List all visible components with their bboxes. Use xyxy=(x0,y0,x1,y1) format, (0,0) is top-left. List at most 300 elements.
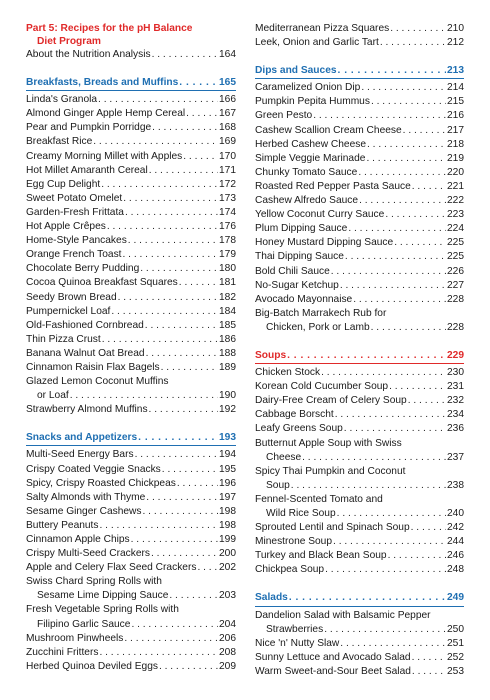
toc-entry[interactable] xyxy=(26,448,236,462)
entry-page: 167 xyxy=(219,108,236,120)
entry-page: 209 xyxy=(219,660,236,672)
entry-title: Apple and Celery Flax Seed Crackers xyxy=(26,562,197,574)
entry-title: Thin Pizza Crust xyxy=(26,333,101,345)
entry-title: Spicy, Crispy Roasted Chickpeas xyxy=(26,477,176,489)
entry-title: Simple Veggie Marinade xyxy=(255,152,366,164)
entry-page: 222 xyxy=(447,195,464,207)
section-heading[interactable] xyxy=(255,64,464,78)
leader-dots xyxy=(146,491,218,505)
leader-dots xyxy=(186,107,218,121)
toc-entry[interactable] xyxy=(26,491,236,505)
entry-title-line1: Spicy Thai Pumpkin and Coconut xyxy=(255,465,406,477)
entry-page: 253 xyxy=(447,665,464,677)
toc-entry[interactable] xyxy=(255,549,464,563)
toc-entry[interactable] xyxy=(255,535,464,549)
leader-dots xyxy=(107,220,218,234)
entry-page: 220 xyxy=(447,166,464,178)
entry-title: or Loaf xyxy=(37,390,69,402)
toc-entry[interactable] xyxy=(26,262,236,276)
entry-title-line1: Butternut Apple Soup with Swiss xyxy=(255,437,402,449)
toc-entry-multiline[interactable] xyxy=(255,307,464,335)
toc-entry[interactable] xyxy=(255,665,464,679)
entry-page: 216 xyxy=(447,110,464,122)
entry-title: Sesame Ginger Cashews xyxy=(26,505,142,517)
entry-title: Mediterranean Pizza Squares xyxy=(255,23,390,34)
leader-dots xyxy=(302,451,446,465)
entry-page: 221 xyxy=(447,180,464,192)
entry-page: 165 xyxy=(219,77,236,89)
part-heading-line1: Part 5: Recipes for the pH Balance xyxy=(26,23,193,34)
leader-dots xyxy=(321,366,446,380)
leader-dots xyxy=(291,479,446,493)
toc-entry-multiline[interactable] xyxy=(255,437,464,465)
entry-page: 218 xyxy=(447,138,464,150)
section-heading[interactable] xyxy=(255,591,464,605)
entry-title-line1: Fennel-Scented Tomato and xyxy=(255,493,383,505)
entry-title-line1: Glazed Lemon Coconut Muffins xyxy=(26,376,169,388)
section-heading[interactable] xyxy=(26,76,236,90)
leader-dots xyxy=(331,265,446,279)
toc-entry[interactable] xyxy=(255,152,464,166)
toc-entry-multiline[interactable] xyxy=(26,375,236,403)
leader-dots xyxy=(111,305,218,319)
entry-title: Hot Apple Crêpes xyxy=(26,221,106,233)
toc-entry[interactable] xyxy=(26,164,236,178)
entry-title: Bold Chili Sauce xyxy=(255,265,330,277)
leader-dots xyxy=(145,319,218,333)
entry-title: Leafy Greens Soup xyxy=(255,423,343,435)
entry-title: Plum Dipping Sauce xyxy=(255,223,348,235)
entry-title: Cabbage Borscht xyxy=(255,409,334,421)
entry-title: Green Pesto xyxy=(255,110,313,122)
leader-dots xyxy=(389,380,446,394)
entry-title: Pumpernickel Loaf xyxy=(26,305,111,317)
leader-dots xyxy=(361,81,446,95)
leader-dots xyxy=(345,250,446,264)
entry-title-continuation[interactable] xyxy=(26,589,236,603)
leader-dots xyxy=(348,222,446,236)
entry-page: 225 xyxy=(447,237,464,249)
toc-entry[interactable] xyxy=(255,394,464,408)
entry-page: 169 xyxy=(219,136,236,148)
leader-dots xyxy=(93,135,218,149)
entry-title: Salty Almonds with Thyme xyxy=(26,491,146,503)
entry-title-line1: Swiss Chard Spring Rolls with xyxy=(26,576,162,588)
leader-dots xyxy=(98,93,218,107)
leader-dots xyxy=(151,547,218,561)
entry-title: Yellow Coconut Curry Sauce xyxy=(255,209,385,221)
entry-page: 192 xyxy=(219,404,236,416)
entry-title: Cashew Alfredo Sauce xyxy=(255,195,359,207)
leader-dots xyxy=(289,591,446,605)
entry-page: 251 xyxy=(447,637,464,649)
toc-entry[interactable] xyxy=(26,93,236,107)
entry-page: 240 xyxy=(447,508,464,519)
section-heading-rule xyxy=(255,591,464,606)
part-heading-line2: Diet Program xyxy=(37,36,101,47)
entry-title: Thai Dipping Sauce xyxy=(255,251,344,263)
leader-dots xyxy=(335,408,446,422)
section-block xyxy=(255,349,464,578)
section-heading[interactable] xyxy=(255,349,464,363)
entry-page: 164 xyxy=(219,49,236,60)
entry-page: 181 xyxy=(219,277,236,289)
part-heading xyxy=(26,22,236,48)
entry-page: 170 xyxy=(219,150,236,162)
entry-title: Strawberry Almond Muffins xyxy=(26,404,148,416)
toc-entry[interactable] xyxy=(26,305,236,319)
leader-dots xyxy=(161,361,218,375)
left-sections xyxy=(26,76,236,674)
toc-entry[interactable] xyxy=(255,208,464,222)
entry-title: Egg Cup Delight xyxy=(26,178,101,190)
toc-entry[interactable] xyxy=(255,81,464,95)
leader-dots xyxy=(390,22,446,36)
entry-page: 212 xyxy=(447,37,464,49)
entry-page: 166 xyxy=(219,94,236,106)
entry-title: Salads xyxy=(255,592,288,604)
toc-entry[interactable] xyxy=(255,366,464,380)
entry-title: About the Nutrition Analysis xyxy=(26,49,151,60)
toc-entry[interactable] xyxy=(26,135,236,149)
toc-entry[interactable] xyxy=(255,408,464,422)
leader-dots xyxy=(101,178,218,192)
toc-entry[interactable] xyxy=(26,347,236,361)
section-heading-rule xyxy=(26,76,236,91)
entry-page: 248 xyxy=(447,564,464,576)
entry-title: Leek, Onion and Garlic Tart xyxy=(255,37,379,49)
toc-entry[interactable] xyxy=(26,660,236,674)
entry-page: 179 xyxy=(219,249,236,261)
entry-title-continuation[interactable] xyxy=(255,321,464,335)
entry-title: Snacks and Appetizers xyxy=(26,432,138,444)
entry-title: Warm Sweet-and-Sour Beet Salad xyxy=(255,665,411,677)
toc-entry[interactable] xyxy=(26,533,236,547)
leader-dots xyxy=(353,293,446,307)
entry-page: 237 xyxy=(447,451,464,463)
leader-dots xyxy=(358,166,446,180)
leader-dots xyxy=(380,36,446,50)
toc-entry-multiline[interactable] xyxy=(26,575,236,603)
leader-dots xyxy=(197,561,218,575)
entry-page: 246 xyxy=(447,550,464,562)
entry-title: Old-Fashioned Cornbread xyxy=(26,319,144,331)
leader-dots xyxy=(183,150,218,164)
entry-title: Crispy Multi-Seed Crackers xyxy=(26,548,150,560)
entry-title-line1: Dandelion Salad with Balsamic Pepper xyxy=(255,609,431,621)
entry-title: Breakfast Rice xyxy=(26,136,93,148)
toc-entry[interactable] xyxy=(255,651,464,665)
toc-entry[interactable] xyxy=(255,422,464,436)
entry-title: Seedy Brown Bread xyxy=(26,291,117,303)
entry-page: 189 xyxy=(219,361,236,373)
toc-entry[interactable] xyxy=(255,563,464,577)
toc-entry-multiline[interactable] xyxy=(26,603,236,631)
entry-page: 252 xyxy=(447,651,464,663)
leader-dots xyxy=(169,589,218,603)
entry-title: No-Sugar Ketchup xyxy=(255,279,339,291)
leader-dots xyxy=(403,124,446,138)
entry-page: 173 xyxy=(219,192,236,204)
entry-title: Herbed Quinoa Deviled Eggs xyxy=(26,660,158,672)
leader-dots xyxy=(177,477,218,491)
entry-title: Breakfasts, Breads and Muffins xyxy=(26,77,179,89)
entry-title: Korean Cold Cucumber Soup xyxy=(255,381,389,393)
toc-entry[interactable] xyxy=(255,36,464,50)
entry-page: 172 xyxy=(219,178,236,190)
entry-page: 249 xyxy=(447,592,464,604)
toc-entry[interactable] xyxy=(26,234,236,248)
toc-entry-multiline[interactable] xyxy=(255,465,464,493)
entry-title: Cinnamon Apple Chips xyxy=(26,534,130,545)
entry-title: Zucchini Fritters xyxy=(26,646,99,658)
toc-entry[interactable] xyxy=(255,138,464,152)
toc-entry[interactable] xyxy=(26,519,236,533)
entry-title-continuation[interactable] xyxy=(255,507,464,521)
entry-title: Chocolate Berry Pudding xyxy=(26,263,140,275)
toc-entry[interactable] xyxy=(26,463,236,477)
toc-entry[interactable] xyxy=(26,361,236,375)
entry-title: Pear and Pumpkin Porridge xyxy=(26,122,152,134)
entry-page: 238 xyxy=(447,479,464,491)
entry-title-line1: Big-Batch Marrakech Rub for xyxy=(255,307,387,319)
toc-entry[interactable] xyxy=(255,222,464,236)
leader-dots xyxy=(149,403,218,417)
entry-title: Buttery Peanuts xyxy=(26,519,99,531)
toc-entry[interactable] xyxy=(26,561,236,575)
leader-dots xyxy=(367,138,446,152)
entry-page: 227 xyxy=(447,279,464,291)
leader-dots xyxy=(100,519,219,533)
entry-title: Sprouted Lentil and Spinach Soup xyxy=(255,522,410,534)
leader-dots xyxy=(411,521,446,535)
toc-entry-multiline[interactable] xyxy=(255,493,464,521)
toc-entry[interactable] xyxy=(26,206,236,220)
entry-title-continuation[interactable] xyxy=(26,618,236,632)
section-heading-rule xyxy=(255,64,464,79)
entry-page: 184 xyxy=(219,305,236,317)
entry-title: Crispy Coated Veggie Snacks xyxy=(26,463,161,475)
toc-entry[interactable] xyxy=(26,477,236,491)
entry-page: 182 xyxy=(219,291,236,303)
toc-entry[interactable] xyxy=(255,22,464,36)
leader-dots xyxy=(394,236,446,250)
leader-dots xyxy=(412,180,446,194)
section-heading-rule xyxy=(26,431,236,446)
leader-dots xyxy=(366,152,446,166)
leader-dots xyxy=(102,333,218,347)
entry-page: 232 xyxy=(447,395,464,407)
entry-title: Avocado Mayonnaise xyxy=(255,293,353,305)
entry-title: Soup xyxy=(266,479,290,491)
toc-entry[interactable] xyxy=(255,180,464,194)
section-block xyxy=(26,431,236,674)
entry-title: Herbed Cashew Cheese xyxy=(255,138,366,150)
leader-dots xyxy=(179,276,218,290)
toc-entry[interactable] xyxy=(26,248,236,262)
toc-entry[interactable] xyxy=(255,95,464,109)
entry-title: Chicken Stock xyxy=(255,367,321,379)
toc-entry-intro[interactable] xyxy=(26,48,236,62)
leader-dots xyxy=(179,76,218,90)
entry-page: 178 xyxy=(219,235,236,247)
entry-page: 234 xyxy=(447,409,464,421)
entry-title-continuation[interactable] xyxy=(255,479,464,493)
leader-dots xyxy=(371,95,446,109)
entry-page: 208 xyxy=(219,646,236,658)
toc-entry[interactable] xyxy=(26,333,236,347)
entry-title: Sesame Lime Dipping Sauce xyxy=(37,590,169,602)
toc-entry[interactable] xyxy=(255,250,464,264)
entry-page: 193 xyxy=(219,432,236,444)
toc-entry[interactable] xyxy=(26,220,236,234)
entry-page: 194 xyxy=(219,449,236,461)
leader-dots xyxy=(359,194,446,208)
entry-page: 231 xyxy=(447,381,464,393)
leader-dots xyxy=(138,431,218,445)
toc-entry[interactable] xyxy=(255,265,464,279)
toc-entry[interactable] xyxy=(26,178,236,192)
section-heading-rule xyxy=(255,349,464,364)
entry-page: 214 xyxy=(447,82,464,94)
entry-page: 176 xyxy=(219,221,236,233)
leader-dots xyxy=(344,422,446,436)
entry-page: 217 xyxy=(447,124,464,136)
toc-entry[interactable] xyxy=(26,150,236,164)
entry-title-continuation[interactable] xyxy=(26,389,236,403)
entry-page: 225 xyxy=(447,251,464,263)
entry-title: Sunny Lettuce and Avocado Salad xyxy=(255,651,411,663)
entry-page: 195 xyxy=(219,463,236,475)
entry-title-line1: Fresh Vegetable Spring Rolls with xyxy=(26,604,179,616)
entry-title: Linda's Granola xyxy=(26,94,98,106)
entry-page: 196 xyxy=(219,477,236,489)
leader-dots xyxy=(388,549,446,563)
entry-title: Cashew Scallion Cream Cheese xyxy=(255,124,402,136)
entry-page: 226 xyxy=(447,265,464,277)
toc-entry[interactable] xyxy=(26,107,236,121)
leader-dots xyxy=(337,507,446,521)
toc-entry[interactable] xyxy=(26,646,236,660)
leader-dots xyxy=(135,448,218,462)
leader-dots xyxy=(340,279,446,293)
leader-dots xyxy=(143,505,218,519)
toc-entry[interactable] xyxy=(26,192,236,206)
entry-page: 215 xyxy=(447,96,464,108)
entry-page: 168 xyxy=(219,122,236,134)
entry-page: 185 xyxy=(219,319,236,331)
entry-page: 198 xyxy=(219,505,236,517)
entry-page: 228 xyxy=(447,321,464,333)
entry-page: 244 xyxy=(447,536,464,548)
toc-entry[interactable] xyxy=(26,632,236,646)
toc-entry[interactable] xyxy=(255,279,464,293)
toc-entry[interactable] xyxy=(255,236,464,250)
entry-page: 228 xyxy=(447,293,464,305)
entry-page: 197 xyxy=(219,491,236,503)
left-column xyxy=(26,22,236,674)
entry-page: 202 xyxy=(219,562,236,574)
leader-dots xyxy=(159,660,218,674)
toc-entry[interactable] xyxy=(255,521,464,535)
entry-title: Mushroom Pinwheels xyxy=(26,632,124,644)
leader-dots xyxy=(152,121,218,135)
leader-dots xyxy=(128,234,218,248)
toc-entry[interactable] xyxy=(255,124,464,138)
entry-title: Chunky Tomato Sauce xyxy=(255,166,358,178)
toc-entry[interactable] xyxy=(255,166,464,180)
toc-entry[interactable] xyxy=(255,380,464,394)
entry-page: 223 xyxy=(447,209,464,221)
entry-page: 186 xyxy=(219,333,236,345)
entry-title: Nice 'n' Nutty Slaw xyxy=(255,637,340,649)
toc-entry[interactable] xyxy=(26,276,236,290)
section-heading[interactable] xyxy=(26,431,236,445)
leader-dots xyxy=(118,291,218,305)
toc-entry[interactable] xyxy=(255,637,464,651)
toc-entry[interactable] xyxy=(26,319,236,333)
section-block xyxy=(255,64,464,335)
leader-dots xyxy=(324,623,446,637)
entry-title: Creamy Morning Millet with Apples xyxy=(26,150,183,162)
leader-dots xyxy=(408,394,446,408)
entry-title: Caramelized Onion Dip xyxy=(255,82,361,94)
entry-page: 190 xyxy=(219,390,236,402)
toc-entry-multiline[interactable] xyxy=(255,609,464,637)
leader-dots xyxy=(131,533,218,547)
entry-title: Orange French Toast xyxy=(26,249,122,261)
entry-page: 200 xyxy=(219,548,236,560)
leader-dots xyxy=(146,347,218,361)
entry-title: Wild Rice Soup xyxy=(266,508,336,519)
entry-title: Strawberries xyxy=(266,623,324,635)
entry-page: 188 xyxy=(219,347,236,359)
toc-entry[interactable] xyxy=(26,403,236,417)
entry-page: 236 xyxy=(447,423,464,435)
entry-page: 219 xyxy=(447,152,464,164)
toc-entry[interactable] xyxy=(26,121,236,135)
entry-title-continuation[interactable] xyxy=(255,451,464,465)
section-block xyxy=(255,591,464,679)
leader-dots xyxy=(371,321,446,335)
entry-page: 174 xyxy=(219,206,236,218)
leader-dots xyxy=(149,164,218,178)
toc-entry[interactable] xyxy=(26,547,236,561)
entry-title: Chickpea Soup xyxy=(255,564,325,576)
entry-title: Sweet Potato Omelet xyxy=(26,192,123,204)
entry-page: 242 xyxy=(447,522,464,534)
toc-entry[interactable] xyxy=(255,194,464,208)
entry-title-continuation[interactable] xyxy=(255,623,464,637)
toc-entry[interactable] xyxy=(26,505,236,519)
entry-title: Cheese xyxy=(266,451,302,463)
leader-dots xyxy=(99,646,218,660)
toc-entry[interactable] xyxy=(26,291,236,305)
right-sections xyxy=(255,64,464,679)
entry-page: 198 xyxy=(219,519,236,531)
right-column xyxy=(255,22,464,679)
toc-entry[interactable] xyxy=(255,293,464,307)
leader-dots xyxy=(152,48,218,62)
leader-dots xyxy=(140,262,218,276)
leader-dots xyxy=(162,463,218,477)
entry-title: Filipino Garlic Sauce xyxy=(37,618,131,630)
entry-title: Cinnamon Raisin Flax Bagels xyxy=(26,361,160,373)
leader-dots xyxy=(325,563,446,577)
entry-title: Home-Style Pancakes xyxy=(26,235,127,247)
toc-entry[interactable] xyxy=(255,109,464,123)
entry-title: Almond Ginger Apple Hemp Cereal xyxy=(26,108,186,120)
